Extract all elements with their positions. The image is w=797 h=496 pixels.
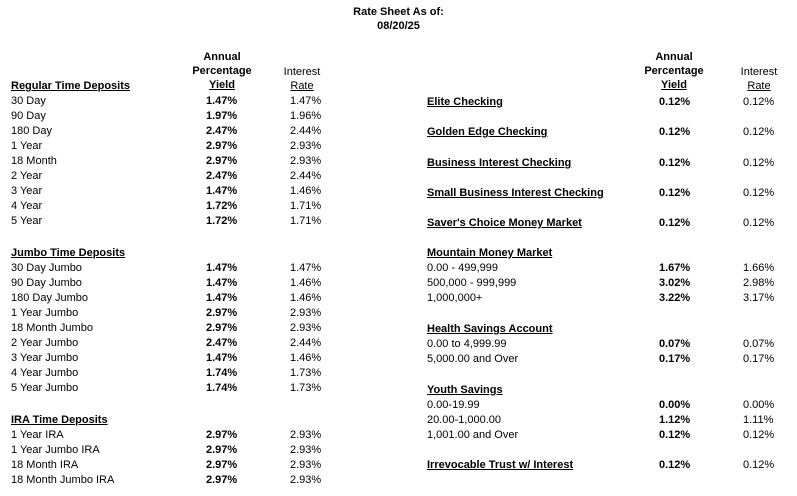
term-label: 180 Day <box>11 125 52 137</box>
apy-value: 2.97% <box>206 322 238 334</box>
term-label: 1 Year Jumbo <box>11 307 79 319</box>
rate-row <box>11 124 371 139</box>
rate-row <box>11 139 371 154</box>
product-golden-edge: Golden Edge Checking 0.12% 0.12% <box>427 126 775 138</box>
apy-value: 1.47% <box>206 277 238 289</box>
term-label: 90 Day <box>11 110 46 122</box>
rate-value: 0.17% <box>743 353 775 365</box>
apy-value: 0.12% <box>659 429 691 441</box>
hsa-rows <box>427 337 797 367</box>
rate-row <box>427 337 797 352</box>
term-label: 4 Year Jumbo <box>11 367 79 379</box>
regular-rows <box>11 94 371 229</box>
product-elite: Elite Checking 0.12% 0.12% <box>427 96 775 108</box>
term-label: 2 Year <box>11 170 43 182</box>
apy-value: 1.47% <box>206 292 238 304</box>
apy-value: 0.00% <box>659 399 691 411</box>
rate-value: 2.44% <box>290 170 322 182</box>
rate-value: 0.00% <box>743 399 775 411</box>
section-title: Regular Time Deposits <box>11 80 130 92</box>
rate-value: 2.44% <box>290 337 322 349</box>
term-label: 1 Year IRA <box>11 429 64 441</box>
term-label: 1,001.00 and Over <box>427 429 519 441</box>
term-label: 1 Year <box>11 140 43 152</box>
rate-value: 1.96% <box>290 110 322 122</box>
rate-value: 1.71% <box>290 200 322 212</box>
rate-row <box>11 169 371 184</box>
apy-value: 2.97% <box>206 474 238 486</box>
rate-row <box>11 381 371 396</box>
product-irrevocable-trust: Irrevocable Trust w/ Interest 0.12% 0.12% <box>427 459 775 471</box>
section-title: IRA Time Deposits <box>11 414 108 426</box>
rate-row <box>11 184 371 199</box>
rate-row <box>11 473 371 488</box>
rate-value: 1.73% <box>290 382 322 394</box>
term-label: 20.00-1,000.00 <box>427 414 502 426</box>
rate-row <box>11 366 371 381</box>
rate-row <box>11 94 371 109</box>
jumbo-rows <box>11 261 371 396</box>
term-label: 90 Day Jumbo <box>11 277 82 289</box>
apy-value: 2.97% <box>206 140 238 152</box>
term-label: 5,000.00 and Over <box>427 353 519 365</box>
term-label: 5 Year Jumbo <box>11 382 79 394</box>
apy-value: 1.74% <box>206 382 238 394</box>
youth-rows <box>427 398 797 443</box>
rate-row <box>11 351 371 366</box>
term-label: 18 Month IRA <box>11 459 79 471</box>
rate-value: 0.12% <box>743 429 775 441</box>
term-label: 1 Year Jumbo IRA <box>11 444 100 456</box>
apy-value: 1.72% <box>206 200 238 212</box>
right-apy-header: Annual Percentage Yield <box>644 51 704 91</box>
title-date: 08/20/25 <box>377 20 420 32</box>
term-label: 3 Year Jumbo <box>11 352 79 364</box>
apy-value: 1.47% <box>206 262 238 274</box>
term-label: 2 Year Jumbo <box>11 337 79 349</box>
left-apy-header: Annual Percentage Yield <box>192 51 252 91</box>
term-label: 180 Day Jumbo <box>11 292 89 304</box>
rate-value: 2.98% <box>743 277 775 289</box>
rate-value: 2.93% <box>290 307 322 319</box>
rate-value: 2.93% <box>290 459 322 471</box>
apy-value: 2.97% <box>206 429 238 441</box>
term-label: 5 Year <box>11 215 43 227</box>
apy-value: 2.47% <box>206 337 238 349</box>
apy-value: 2.97% <box>206 444 238 456</box>
apy-value: 2.97% <box>206 307 238 319</box>
rate-value: 2.93% <box>290 140 322 152</box>
term-label: 30 Day Jumbo <box>11 262 82 274</box>
term-label: 0.00 - 499,999 <box>427 262 498 274</box>
rate-row <box>11 336 371 351</box>
rate-row <box>11 458 371 473</box>
apy-value: 3.02% <box>659 277 691 289</box>
apy-value: 2.47% <box>206 170 238 182</box>
section-hsa: Health Savings Account <box>427 323 553 335</box>
apy-value: 2.97% <box>206 155 238 167</box>
apy-value: 1.47% <box>206 95 238 107</box>
apy-value: 2.47% <box>206 125 238 137</box>
rate-row <box>11 261 371 276</box>
term-label: 1,000,000+ <box>427 292 483 304</box>
apy-value: 1.67% <box>659 262 691 274</box>
apy-value: 2.97% <box>206 459 238 471</box>
rate-row <box>11 276 371 291</box>
rate-value: 1.46% <box>290 185 322 197</box>
rate-row <box>427 261 797 276</box>
apy-value: 1.47% <box>206 185 238 197</box>
rate-value: 3.17% <box>743 292 775 304</box>
rate-value: 2.93% <box>290 444 322 456</box>
rate-row <box>11 214 371 229</box>
apy-value: 0.17% <box>659 353 691 365</box>
rate-row <box>11 291 371 306</box>
right-rate-header: Interest Rate <box>740 66 778 92</box>
rate-value: 1.66% <box>743 262 775 274</box>
term-label: 18 Month <box>11 155 57 167</box>
title-line-1: Rate Sheet As of: <box>353 6 444 18</box>
rate-value: 1.46% <box>290 352 322 364</box>
rate-row <box>11 199 371 214</box>
section-title: Jumbo Time Deposits <box>11 247 126 259</box>
rate-value: 2.93% <box>290 429 322 441</box>
ira-rows <box>11 428 371 488</box>
section-youth: Youth Savings <box>427 384 503 396</box>
left-rate-header: Interest Rate <box>283 66 321 92</box>
section-regular <box>11 79 371 94</box>
rate-value: 1.73% <box>290 367 322 379</box>
section-mountain: Mountain Money Market <box>427 247 553 259</box>
rate-row <box>11 306 371 321</box>
term-label: 500,000 - 999,999 <box>427 277 517 289</box>
page-title <box>0 5 797 33</box>
rate-value: 1.46% <box>290 277 322 289</box>
right-column <box>427 95 797 473</box>
mountain-rows <box>427 261 797 306</box>
rate-row <box>11 109 371 124</box>
term-label: 3 Year <box>11 185 43 197</box>
rate-row <box>427 276 797 291</box>
term-label: 4 Year <box>11 200 43 212</box>
apy-value: 3.22% <box>659 292 691 304</box>
section-jumbo <box>11 246 371 261</box>
rate-value: 2.93% <box>290 474 322 486</box>
rate-row <box>427 291 797 306</box>
term-label: 18 Month Jumbo <box>11 322 93 334</box>
rate-value: 1.71% <box>290 215 322 227</box>
apy-value: 1.12% <box>659 414 691 426</box>
product-savers-choice: Saver's Choice Money Market 0.12% 0.12% <box>427 217 775 229</box>
rate-row <box>427 413 797 428</box>
product-small-business: Small Business Interest Checking 0.12% 0.12% <box>427 187 775 199</box>
rate-row <box>11 321 371 336</box>
rate-row <box>427 352 797 367</box>
section-ira <box>11 413 371 428</box>
rate-row <box>11 154 371 169</box>
apy-value: 0.07% <box>659 338 691 350</box>
term-label: 0.00-19.99 <box>427 399 480 411</box>
term-label: 30 Day <box>11 95 46 107</box>
apy-value: 1.97% <box>206 110 238 122</box>
rate-row <box>427 398 797 413</box>
term-label: 18 Month Jumbo IRA <box>11 474 115 486</box>
rate-value: 0.07% <box>743 338 775 350</box>
rate-value: 1.47% <box>290 95 322 107</box>
apy-value: 1.47% <box>206 352 238 364</box>
rate-value: 1.11% <box>743 414 774 426</box>
rate-value: 2.44% <box>290 125 322 137</box>
product-business-interest: Business Interest Checking 0.12% 0.12% <box>427 157 775 169</box>
apy-value: 1.72% <box>206 215 238 227</box>
rate-value: 1.46% <box>290 292 322 304</box>
rate-value: 2.93% <box>290 155 322 167</box>
left-column <box>11 79 371 488</box>
rate-row <box>11 443 371 458</box>
rate-row <box>427 428 797 443</box>
rate-value: 1.47% <box>290 262 322 274</box>
rate-row <box>11 428 371 443</box>
term-label: 0.00 to 4,999.99 <box>427 338 507 350</box>
rate-value: 2.93% <box>290 322 322 334</box>
apy-value: 1.74% <box>206 367 238 379</box>
